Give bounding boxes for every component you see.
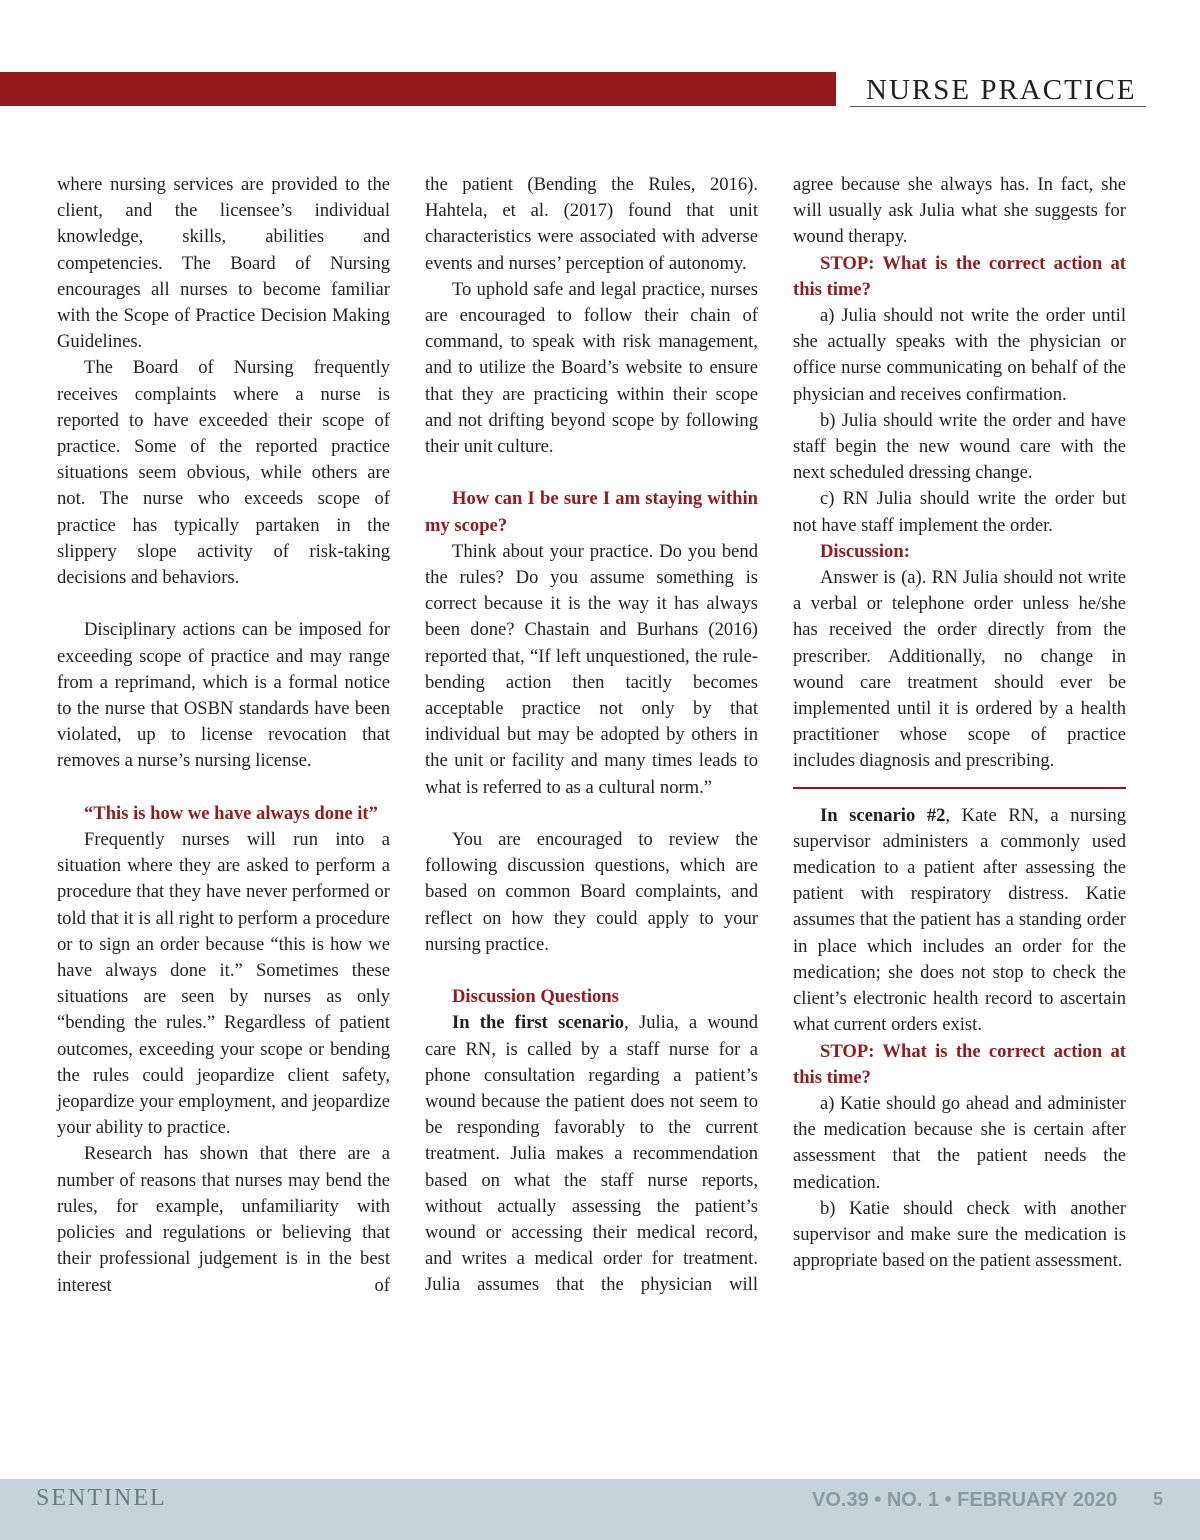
subheading: How can I be sure I am staying within my scope? xyxy=(425,488,758,536)
answer-option: a) Katie should go ahead and administer the medication because she is certain after assessment that the patient needs the medication. xyxy=(793,1092,1126,1193)
publication-name: SENTINEL xyxy=(36,1485,167,1511)
paragraph: You are encouraged to review the following discussion questions, which are based on common Board complaints, and reflect on how they could apply to your nursing practice. xyxy=(425,829,758,955)
column-2 xyxy=(425,172,758,1299)
paragraph: To uphold safe and legal practice, nurses are encouraged to follow their chain of command, to speak with risk management, and to utilize the Board’s website to ensure that they are practicing within their scope and not drifting beyond scope by following their unit culture. xyxy=(425,278,758,458)
header-color-bar xyxy=(0,72,836,106)
scenario-label: In scenario #2 xyxy=(820,804,946,826)
paragraph: Answer is (a). RN Julia should not write a verbal or telephone order unless he/she has received the order directly from the prescriber. Additionally, no change in wound care treatment should ever be implemented until it is ordered by a health practitioner whose scope of practice includes diagnosis and prescribing. xyxy=(793,567,1126,772)
paragraph: Think about your practice. Do you bend the rules? Do you assume something is correct because it is the way it has always been done? Chastain and Burhans (2016) reported that, “If left unquestioned, the rule-bending action then tacitly becomes acceptable practice not only by that individual but may be adopted by others in the unit or facility and many times leads to what is referred to as a cultural norm.” xyxy=(425,540,758,798)
paragraph: Disciplinary actions can be imposed for exceeding scope of practice and may range from a reprimand, which is a formal notice to the nurse that OSBN standards have been violated, up to license revocation that removes a nurse’s nursing license. xyxy=(57,619,390,772)
paragraph: the patient (Bending the Rules, 2016). Hahtela, et al. (2017) found that unit characteristics were associated with adverse events and nurses’ perception of autonomy. xyxy=(425,174,758,274)
paragraph: agree because she always has. In fact, she will usually ask Julia what she suggests for wound therapy. xyxy=(793,174,1126,248)
paragraph: where nursing services are provided to the client, and the licensee’s individual knowledge, skills, abilities and competencies. The Board of Nursing encourages all nurses to become familiar with the Scope of Practice Decision Making Guidelines. xyxy=(57,174,390,353)
subheading: Discussion Questions xyxy=(452,986,619,1008)
issue-info: VO.39 • NO. 1 • FEBRUARY 2020 xyxy=(812,1489,1118,1511)
paragraph: Research has shown that there are a number of reasons that nurses may bend the rules, for example, unfamiliarity with policies and regulations or believing that their professional judgement is in the best interest of xyxy=(57,1143,390,1296)
paragraph: Frequently nurses will run into a situation where they are asked to perform a procedure that they have never performed or told that it is all right to perform a procedure or to sign an order because “this is how we have always done it.” Sometimes these situations are seen by nurses as only “bending the rules.” Regardless of patient outcomes, exceeding your scope or bending the rules could jeopardize client safety, jeopardize your employment, and jeopardize your ability to practice. xyxy=(57,829,390,1139)
discussion-heading: Discussion: xyxy=(820,540,910,562)
footer xyxy=(0,1479,1200,1540)
column-1 xyxy=(57,172,390,1299)
answer-option: c) RN Julia should write the order but not have staff implement the order. xyxy=(793,488,1126,536)
answer-option: b) Katie should check with another supervisor and make sure the medication is appropriate based on the patient assessment. xyxy=(793,1197,1126,1272)
stop-question: STOP: What is the correct action at this time? xyxy=(793,252,1126,300)
paragraph: In the first scenario, Julia, a wound care RN, is called by a staff nurse for a phone consultation regarding a patient’s wound because the patient does not seem to be responding favorably to the current treatment. Julia makes a recommendation based on what the staff nurse reports, without actually assessing the patient’s wound or accessing their medical record, and writes a medical order for treatment. Julia assumes that the physician will xyxy=(425,1012,758,1296)
answer-option: a) Julia should not write the order until she actually speaks with the physician or office nurse communicating on behalf of the physician and receives confirmation. xyxy=(793,305,1126,405)
subheading: “This is how we have always done it” xyxy=(84,802,378,824)
paragraph: In scenario #2, Kate RN, a nursing supervisor administers a commonly used medication to a patient after assessing the patient with respiratory distress. Katie assumes that the patient has a standing order in place which includes an order for the medication; she does not stop to check the client’s electronic health record to ascertain what current orders exist. xyxy=(793,804,1126,1036)
column-3 xyxy=(793,172,1126,1274)
answer-option: b) Julia should write the order and have staff begin the new wound care with the next scheduled dressing change. xyxy=(793,409,1126,484)
stop-question: STOP: What is the correct action at this time? xyxy=(793,1040,1126,1088)
divider xyxy=(793,787,1126,789)
section-title: NURSE PRACTICE xyxy=(866,74,1137,106)
scenario-label: In the first scenario xyxy=(452,1012,625,1034)
section-rule xyxy=(850,106,1146,107)
paragraph: The Board of Nursing frequently receives complaints where a nurse is reported to have exceeded their scope of practice. Some of the reported practice situations seem obvious, while others are not. The nurse who exceeds scope of practice has typically partaken in the slippery slope activity of risk-taking decisions and behaviors. xyxy=(57,357,390,589)
page-number: 5 xyxy=(1153,1489,1164,1509)
